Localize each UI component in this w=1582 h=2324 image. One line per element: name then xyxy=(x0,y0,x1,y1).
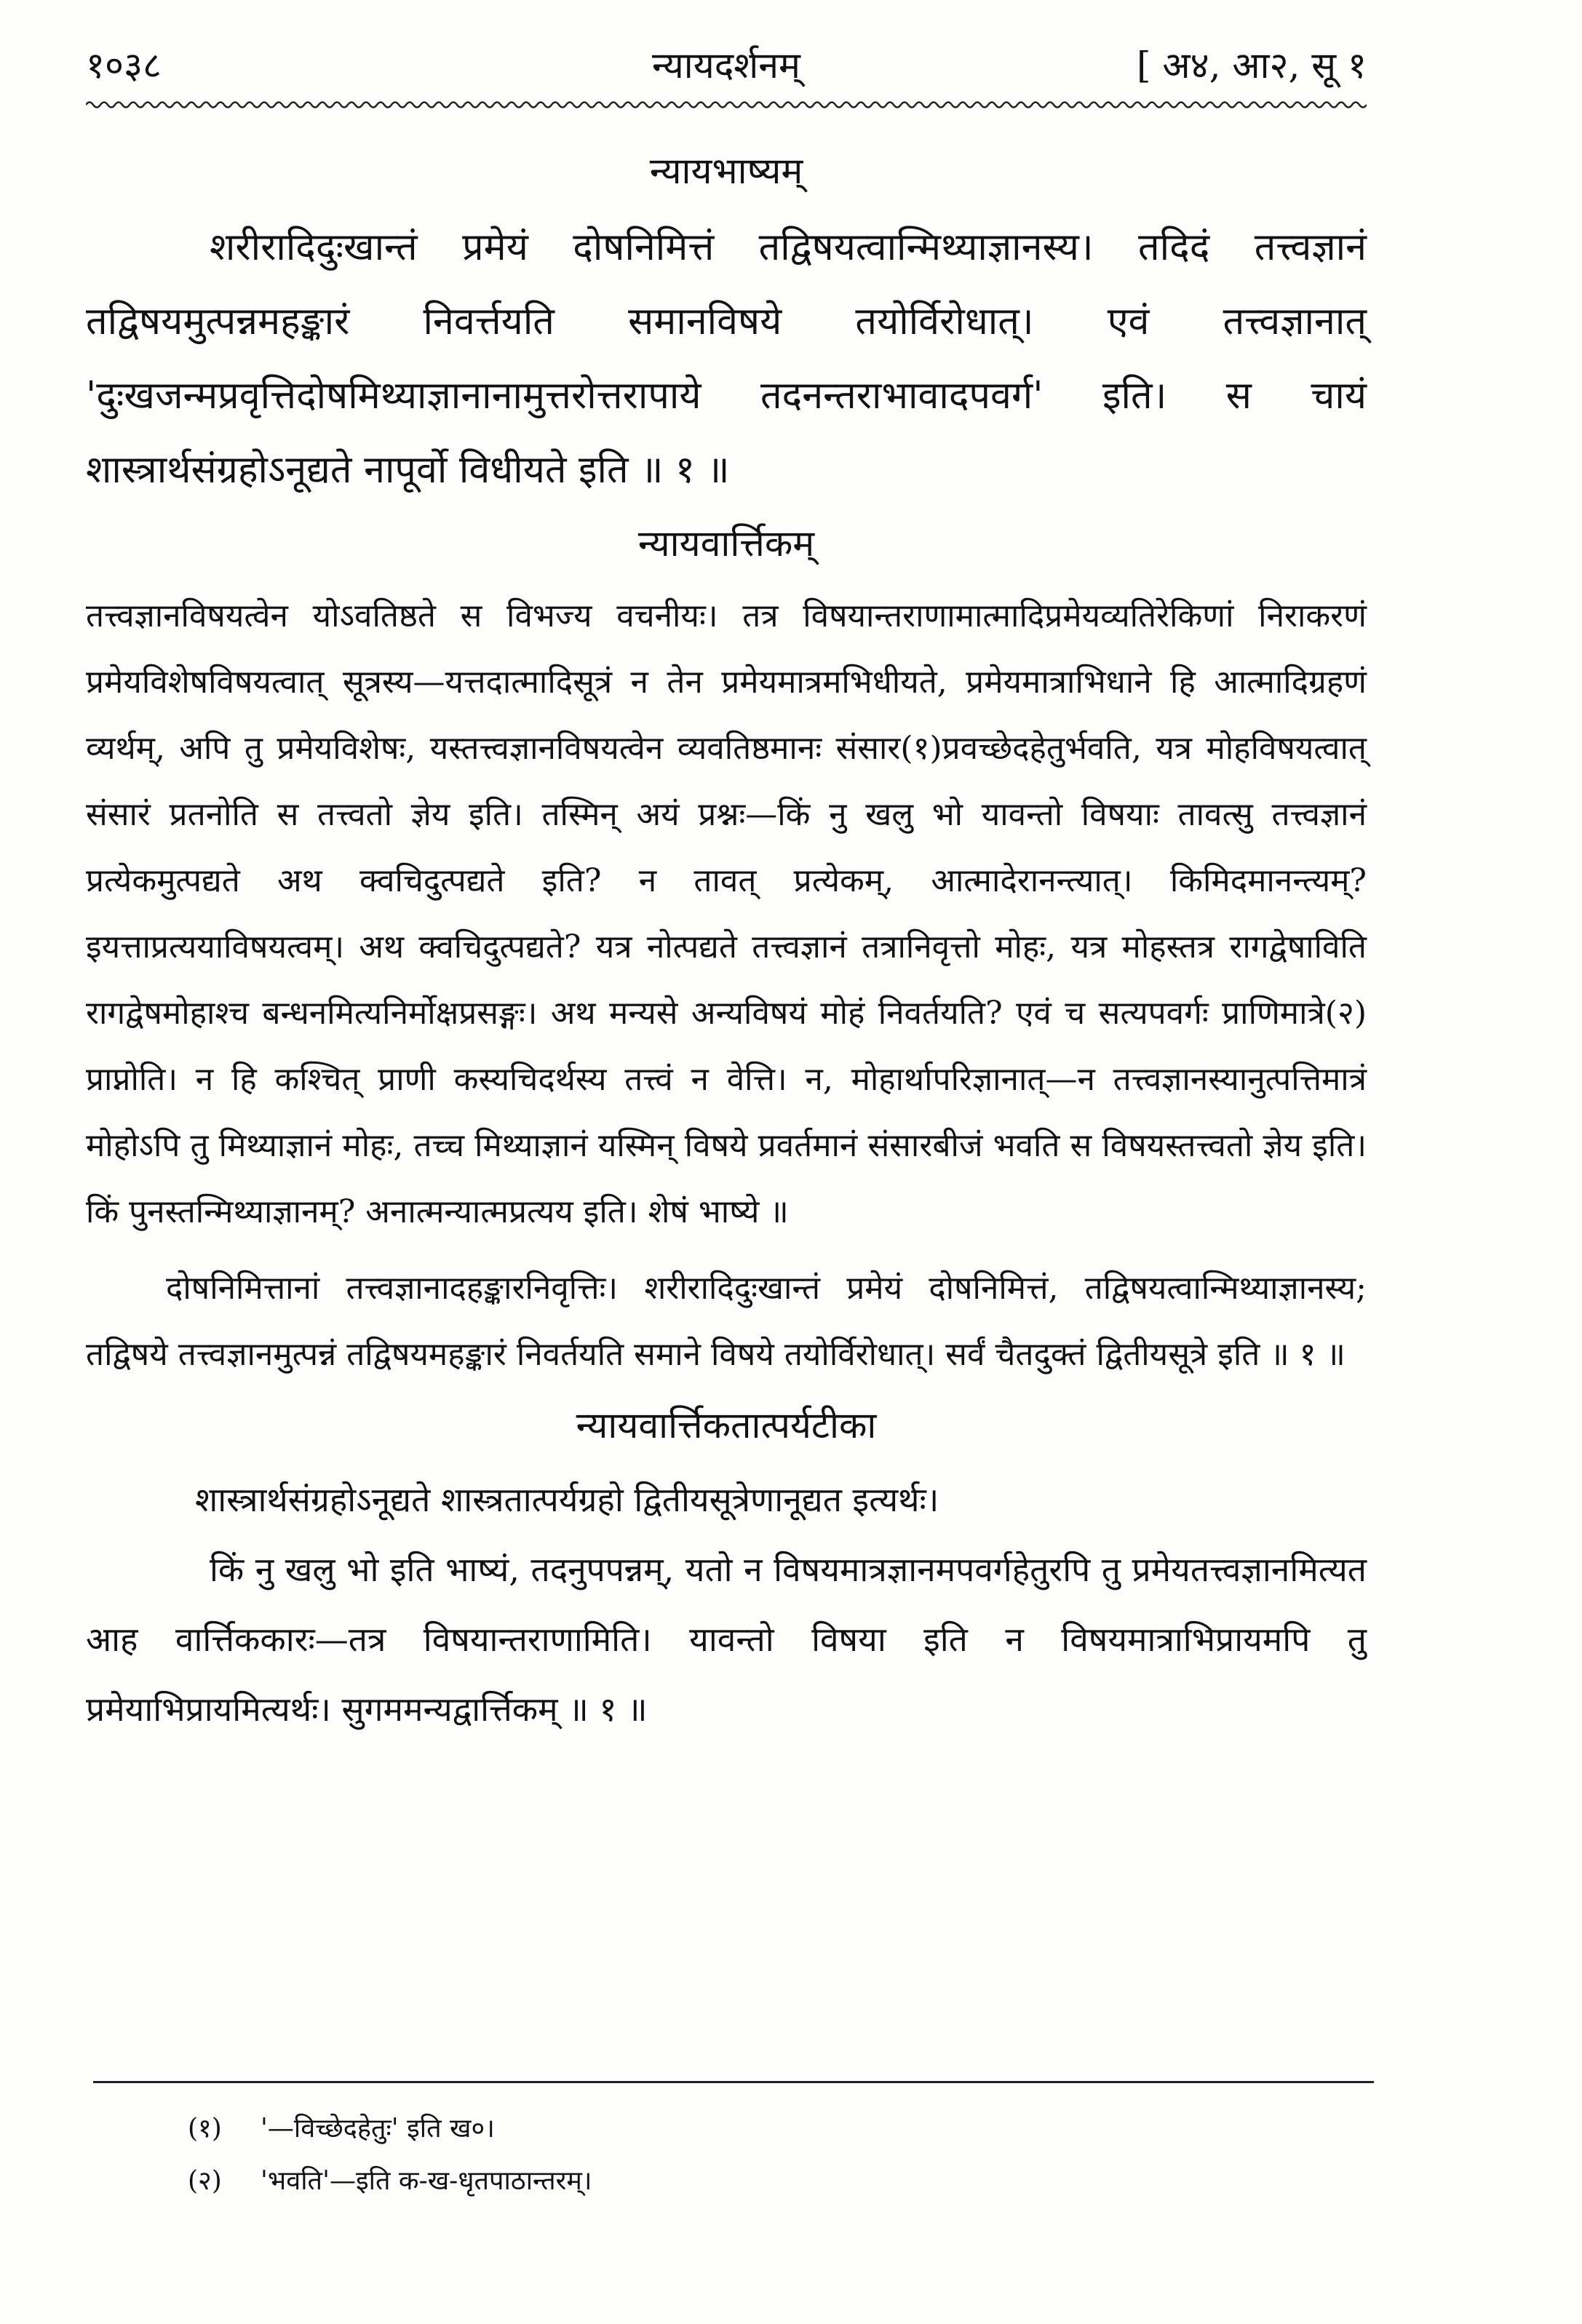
bhashya-paragraph: शरीरादिदुःखान्तं प्रमेयं दोषनिमित्तं तद्विषयत्वान्मिथ्याज्ञानस्य। तदिदं तत्त्वज्ञानं तद्विषयमुत्पन्नमहङ्कारं निवर्त्तयति समानविषये तयोर्विरोधात्। एवं तत्त्वज्ञानात् 'दुःखजन्मप्रवृत्तिदोषमिथ्याज्ञानानामुत्तरोत्तरापाये तदनन्तराभावादपवर्ग' इति। स चायं शास्त्रार्थसंग्रहोऽनूद्यते नापूर्वो विधीयते इति ॥ १ ॥ xyxy=(86,226,1367,492)
footnote-text: '—विच्छेदहेतुः' इति ख०। xyxy=(261,2114,495,2144)
footnote-text: 'भवति'—इति क-ख-धृतपाठान्तरम्। xyxy=(261,2166,592,2196)
chapter-reference: [ अ४, आ२, सू १ xyxy=(1137,44,1367,87)
vartika-heading: न्यायवार्त्तिकम् xyxy=(637,522,815,565)
running-header xyxy=(86,35,1367,93)
vartika-paragraph-1: तत्त्वज्ञानविषयत्वेन योऽवतिष्ठते स विभज्य वचनीयः। तत्र विषयान्तराणामात्मादिप्रमेयव्यतिरेकिणां निराकरणं प्रमेयविशेषविषयत्वात् सूत्रस्य—यत्तदात्मादिसूत्रं न तेन प्रमेयमात्रमभिधीयते, प्रमेयमात्राभिधाने हि आत्मादिग्रहणं व्यर्थम्, अपि तु प्रमेयविशेषः, यस्तत्त्वज्ञानविषयत्वेन व्यवतिष्ठमानः संसार(१)प्रवच्छेदहेतुर्भवति, यत्र मोहविषयत्वात् संसारं प्रतनोति स तत्त्वतो ज्ञेय इति। तस्मिन् अयं प्रश्नः—किं नु खलु भो यावन्तो विषयाः तावत्सु तत्त्वज्ञानं प्रत्येकमुत्पद्यते अथ क्वचिदुत्पद्यते इति? न तावत् प्रत्येकम्, आत्मादेरानन्त्यात्। किमिदमानन्त्यम्? इयत्ताप्रत्ययाविषयत्वम्। अथ क्वचिदुत्पद्यते? यत्र नोत्पद्यते तत्त्वज्ञानं तत्रानिवृत्तो मोहः, यत्र मोहस्तत्र रागद्वेषाविति रागद्वेषमोहाश्च बन्धनमित्यनिर्मोक्षप्रसङ्गः। अथ मन्यसे अन्यविषयं मोहं निवर्तयति? एवं च सत्यपवर्गः प्राणिमात्रे(२) प्राप्नोति। न हि कश्चित् प्राणी कस्यचिदर्थस्य तत्त्वं न वेत्ति। न, मोहार्थापरिज्ञानात्—न तत्त्वज्ञानस्यानुत्पत्तिमात्रं मोहोऽपि तु मिथ्याज्ञानं मोहः, तच्च मिथ्याज्ञानं यस्मिन् विषये प्रवर्तमानं संसारबीजं भवति स विषयस्तत्त्वतो ज्ञेय इति। किं पुनस्तन्मिथ्याज्ञानम्? अनात्मन्यात्मप्रत्यय इति। शेषं भाष्ये ॥ xyxy=(86,597,1367,1230)
page-number: १०३८ xyxy=(86,44,162,87)
running-title: न्यायदर्शनम् xyxy=(652,44,800,87)
tika-heading: न्यायवार्त्तिकतात्पर्यटीका xyxy=(576,1404,877,1446)
footnote-2 xyxy=(188,2155,1279,2208)
footnotes xyxy=(188,2103,1279,2208)
tika-paragraph-2: किं नु खलु भो इति भाष्यं, तदनुपपन्नम्, यतो न विषयमात्रज्ञानमपवर्गहेतुरपि तु प्रमेयतत्त्वज्ञानमित्यत आह वार्त्तिककारः—तत्र विषयान्तराणामिति। यावन्तो विषया इति न विषयमात्राभिप्रायमपि तु प्रमेयाभिप्रायमित्यर्थः। सुगममन्यद्वार्त्तिकम् ॥ १ ॥ xyxy=(86,1550,1367,1729)
footnote-divider xyxy=(93,2081,1374,2083)
footnote-1 xyxy=(188,2103,1279,2155)
footnote-number: (२) xyxy=(188,2166,222,2196)
tika-paragraph-1: शास्त्रार्थसंग्रहोऽनूद्यते शास्त्रतात्पर्यग्रहो द्वितीयसूत्रेणानूद्यत इत्यर्थः। xyxy=(195,1480,939,1519)
vartika-paragraph-2: दोषनिमित्तानां तत्त्वज्ञानादहङ्कारनिवृत्तिः। शरीरादिदुःखान्तं प्रमेयं दोषनिमित्तं, तद्विषयत्वान्मिथ्याज्ञानस्य; तद्विषये तत्त्वज्ञानमुत्पन्नं तद्विषयमहङ्कारं निवर्तयति समाने विषये तयोर्विरोधात्। सर्वं चैतदुक्तं द्वितीयसूत्रे इति ॥ १ ॥ xyxy=(86,1270,1367,1373)
wavy-header-rule xyxy=(86,98,1367,111)
footnote-number: (१) xyxy=(188,2114,222,2144)
page-body xyxy=(86,142,1367,1744)
bhashya-heading: न्यायभाष्यम् xyxy=(649,150,803,192)
